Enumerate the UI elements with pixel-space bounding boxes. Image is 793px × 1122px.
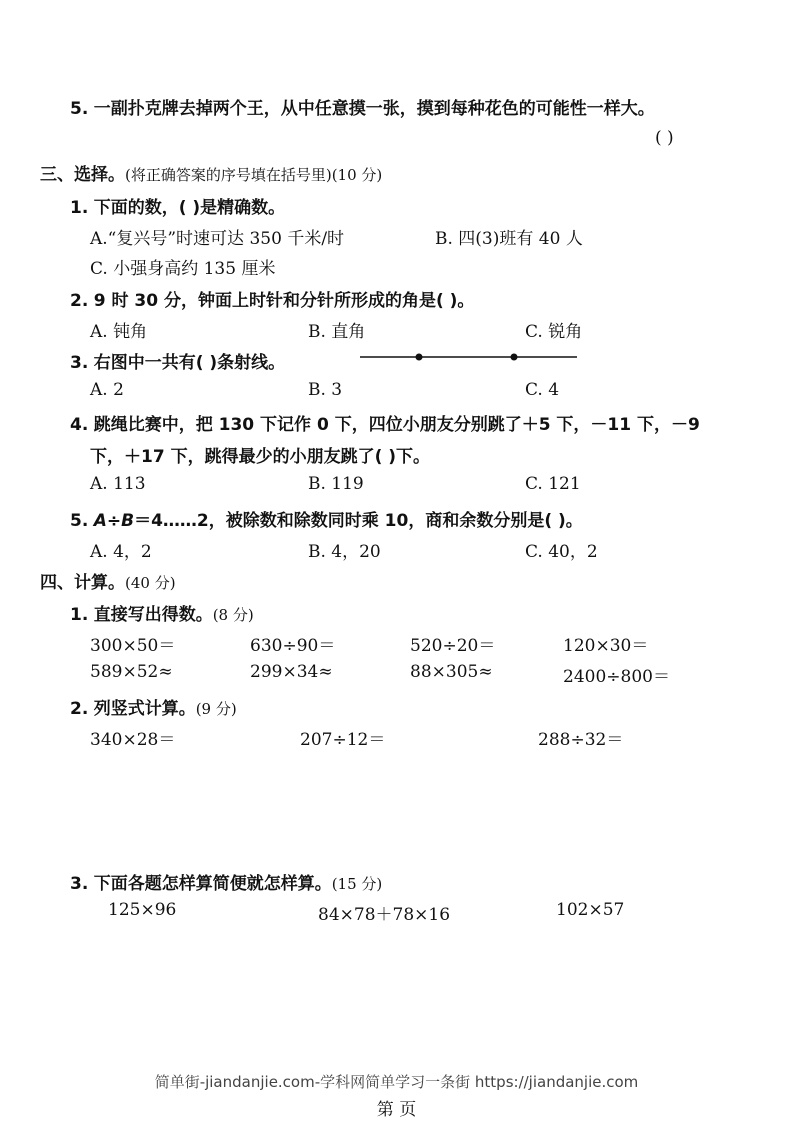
- judgement-question-5: [70, 94, 655, 119]
- option-c[interactable]: C. 小强身高约 135 厘米: [90, 259, 276, 279]
- option-b[interactable]: B. 119: [308, 474, 364, 494]
- calc-item: 589×52≈: [90, 662, 173, 682]
- question-number: 5.: [70, 511, 89, 531]
- option-b[interactable]: B. 直角: [308, 322, 366, 342]
- rays-figure: [358, 349, 580, 365]
- calc-item: 300×50＝: [90, 636, 176, 656]
- calc-subsection-2: [70, 694, 237, 719]
- question-number: 3.: [70, 353, 89, 373]
- subsection-score: (15 分): [331, 875, 383, 893]
- variable-b: B: [121, 511, 135, 531]
- choice-question-1: [70, 193, 285, 218]
- question-number: 1.: [70, 198, 89, 218]
- subsection-number: 1.: [70, 605, 89, 625]
- choice-question-5: [70, 506, 583, 531]
- section-note: (40 分): [125, 574, 176, 592]
- option-a[interactable]: A. 钝角: [90, 322, 148, 342]
- calc-item: 520÷20＝: [410, 636, 496, 656]
- option-a[interactable]: A. 113: [90, 474, 146, 494]
- question-number: 4.: [70, 415, 89, 435]
- calc-item: 102×57: [556, 900, 625, 920]
- option-b[interactable]: B. 4，20: [308, 542, 381, 562]
- question-text-line-2: 下，＋17 下，跳得最少的小朋友跳了( )下。: [90, 447, 431, 467]
- choice-question-2: [70, 286, 474, 311]
- option-a[interactable]: A. 2: [90, 380, 124, 400]
- option-c[interactable]: C. 锐角: [525, 322, 583, 342]
- calc-item: 125×96: [108, 900, 177, 920]
- option-a[interactable]: A.“复兴号”时速可达 350 千米/时: [90, 229, 345, 249]
- question-number: 5.: [70, 99, 89, 119]
- question-text: ＝4……2，被除数和除数同时乘 10，商和余数分别是( )。: [134, 511, 583, 531]
- subsection-title: 下面各题怎样算简便就怎样算。: [93, 874, 332, 894]
- option-c[interactable]: C. 121: [525, 474, 581, 494]
- section-title: 四、计算。: [40, 573, 125, 593]
- question-text: 下面的数，( )是精确数。: [93, 198, 286, 218]
- calc-item: 630÷90＝: [250, 636, 336, 656]
- calc-subsection-3: [70, 869, 382, 894]
- variable-a: A: [93, 511, 107, 531]
- question-text: 一副扑克牌去掉两个王，从中任意摸一张，摸到每种花色的可能性一样大。: [93, 99, 655, 119]
- option-c[interactable]: C. 4: [525, 380, 560, 400]
- choice-question-4: [70, 410, 700, 435]
- calc-item: 299×34≈: [250, 662, 333, 682]
- option-b[interactable]: B. 四(3)班有 40 人: [435, 229, 583, 249]
- calc-item: 120×30＝: [563, 636, 649, 656]
- option-a[interactable]: A. 4，2: [90, 542, 152, 562]
- section-heading: [40, 568, 176, 593]
- subsection-title: 直接写出得数。: [93, 605, 213, 625]
- calc-item: 288÷32＝: [538, 730, 624, 750]
- division-sign: ÷: [106, 511, 122, 531]
- choice-question-3: [70, 348, 285, 373]
- point-2: [511, 354, 518, 361]
- question-text: 右图中一共有( )条射线。: [93, 353, 286, 373]
- section-title: 三、选择。: [40, 165, 125, 185]
- question-number: 2.: [70, 291, 89, 311]
- question-text-line-1: 跳绳比赛中，把 130 下记作 0 下，四位小朋友分别跳了＋5 下，－11 下，－9: [93, 415, 700, 435]
- calc-subsection-1: [70, 600, 254, 625]
- calc-item: 2400÷800＝: [563, 667, 670, 687]
- option-c[interactable]: C. 40，2: [525, 542, 598, 562]
- calc-item: 88×305≈: [410, 662, 493, 682]
- point-1: [416, 354, 423, 361]
- calc-item: 340×28＝: [90, 730, 176, 750]
- page-number-label: 第 页: [376, 1100, 417, 1120]
- subsection-number: 2.: [70, 699, 89, 719]
- option-b[interactable]: B. 3: [308, 380, 343, 400]
- question-text: 9 时 30 分，钟面上时针和分针所形成的角是( )。: [93, 291, 475, 311]
- section-note: (将正确答案的序号填在括号里)(10 分): [125, 166, 383, 184]
- calc-item: 207÷12＝: [300, 730, 386, 750]
- subsection-score: (8 分): [212, 606, 254, 624]
- footer-source: 简单街-jiandanjie.com-学科网简单学习一条街 https://jiandanjie.com: [154, 1073, 639, 1091]
- calc-item: 84×78＋78×16: [318, 905, 451, 925]
- subsection-number: 3.: [70, 874, 89, 894]
- subsection-score: (9 分): [195, 700, 237, 718]
- section-heading: [40, 160, 382, 185]
- subsection-title: 列竖式计算。: [93, 699, 196, 719]
- answer-blank[interactable]: ( ): [655, 128, 674, 148]
